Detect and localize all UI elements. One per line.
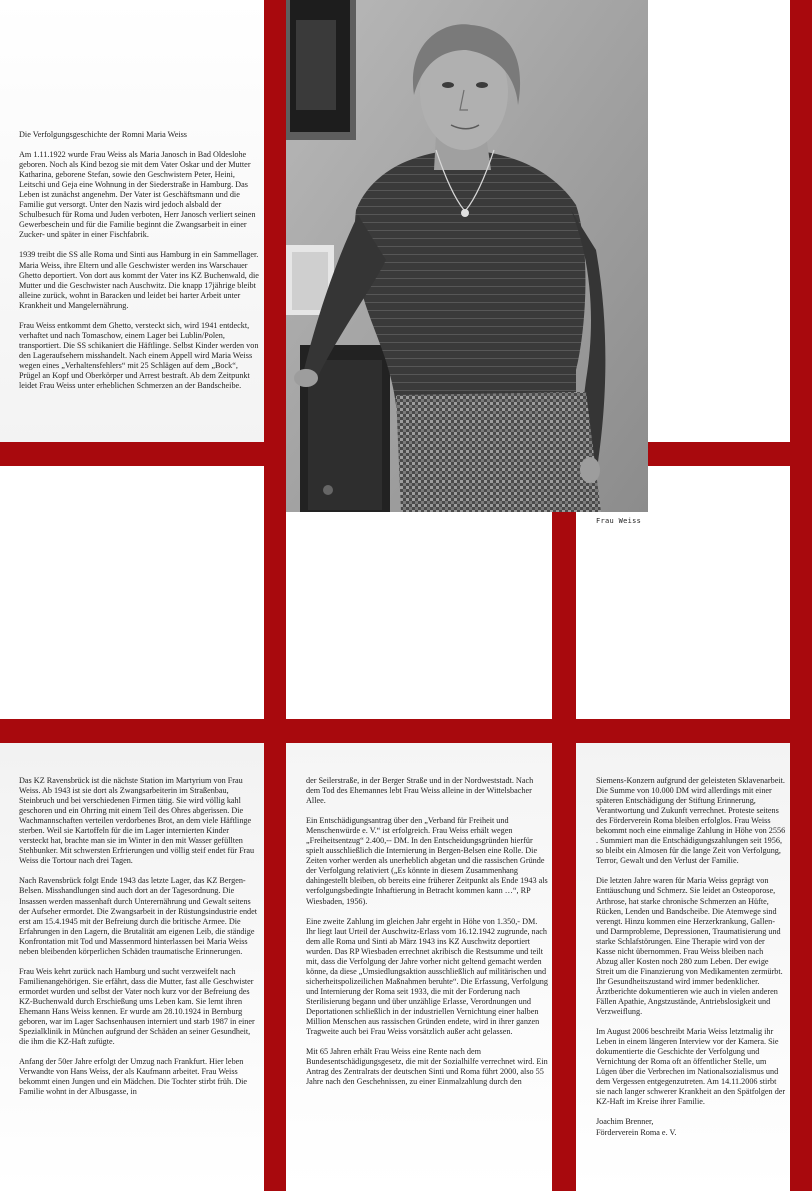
paragraph: Nach Ravensbrück folgt Ende 1943 das letzte Lager, das KZ Bergen-Belsen. Misshandlungen sind auch dort an der Tagesordnung. Die Insassen werden massenhaft durch Unterernährung und Gewalt seitens der Aufseher ermordet. Die Zwangsarbeit in der Rüstungsindustrie endet erst am 15.4.1945 mit der Befreiung durch die britische Armee. Die Erfahrungen in den Lagern, die Brutalität am eigenen Leib, die ständige Konfrontation mit Tod und Massenmord hinterlassen bei Maria Weiss neben bleibenden körperlichen Schäden traumatische Erinnerungen.	[19, 876, 258, 956]
red-bar-vertical-right	[790, 0, 812, 1191]
paragraph: Eine zweite Zahlung im gleichen Jahr ergeht in Höhe von 1.350,- DM. Ihr liegt laut Urteil der Auschwitz-Erlass vom 16.12.1942 zugrunde, nach dem alle Roma und Sinti ab März 1943 ins KZ Auschwitz deportiert wurden. Das RP Wiesbaden errechnet akribisch die Restsumme und teilt mit, dass die Verfolgung der Jahre vorher nicht geltend gemacht werden könne, da diese „Umsiedlungsaktion ausschließlich auf militärischen und sicherheitspolizeilichen Maßnahmen beruhte“. Die Erfassung, Verfolgung und Internierung der Roma seit 1933, die mit der Forderung nach Sterilisierung begann und über unzählige Erlasse, Verordnungen und Deportationen schließlich in der industriellen Vernichtung einer halben Million Menschen aus rassischen Gründen endete, wird in ihrer ganzen Tragweite auch bei Frau Weiss vorsätzlich außer acht gelassen.	[306, 916, 548, 1037]
paragraph: Frau Weiss entkommt dem Ghetto, versteckt sich, wird 1941 entdeckt, verhaftet und nach Tomaschow, einem Lager bei Lublin/Polen, transportiert. Die SS schikaniert die Häftlinge. Selbst Kinder werden von den Lageraufsehern misshandelt. Nach einem Appell wird Maria Weiss wegen eines „Verhaltensfehlers“ mit 25 Schlägen auf dem „Bock“, Prügel an Kopf und Oberkörper und Arrest bestraft. Ab dem Zeitpunkt leidet Frau Weiss unter erheblichen Schmerzen an der Bandscheibe.	[19, 320, 259, 391]
paragraph: Die letzten Jahre waren für Maria Weiss geprägt von Enttäuschung und Schmerz. Sie leidet an Osteoporose, Arthrose, hat starke chronische Schmerzen an Hüfte, Rücken, Lenden und Bandscheibe. Die Atemwege sind verengt. Hinzu kommen eine Herzerkrankung, Gallen- und Darmprobleme, Depressionen, Traumatisierung und starke Schlafstörungen. Eine Therapie wird von der Kasse nicht übernommen. Frau Weiss bleiben nach Abzug aller Kosten noch 280 zum Leben. Der ewige Streit um die Finanzierung von Medikamenten zermürbt. Ihr Gesundheitszustand wird immer bedenklicher. Ärztberichte dokumentieren wie auch in vielen anderen Fällen Apathie, Angstzustände, Antriebslosigkeit und Verzweiflung.	[596, 876, 783, 1017]
photo-caption: Frau Weiss	[596, 517, 642, 525]
paragraph: Frau Weis kehrt zurück nach Hamburg und sucht verzweifelt nach Familienangehörigen. Sie erfährt, dass die Mutter, fast alle Geschwister ermordet wurden und selbst der Vater noch kurz vor der Befreiung des KZ-Buchenwald durch Erschießung ums Leben kam. Sie lernt ihren Ehemann Hans Weiss kennen. Er wurde am 28.10.1924 in Bernburg geboren, war im Lager Sachsenhausen interniert und starb 1987 in einer Spezialklinik in München aufgrund der Schäden an seiner Gesundheit, die ihm die KZ-Haft zufügte.	[19, 966, 255, 1047]
signature	[596, 1117, 786, 1137]
intro-text-column	[19, 130, 259, 391]
signature-organization: Förderverein Roma e. V.	[596, 1127, 677, 1137]
red-bar-horizontal-lower	[0, 719, 812, 743]
paragraph: der Seilerstraße, in der Berger Straße und in der Nordweststadt. Nach dem Tod des Ehemannes lebt Frau Weiss alleine in der Wittelsbacher Allee.	[306, 776, 534, 806]
paragraph: Das KZ Ravensbrück ist die nächste Station im Martyrium von Frau Weiss. Ab 1943 ist sie dort als Zwangsarbeiterin im Straßenbau, Steinbruch und bei verschiedenen Firmen tätig. Sie wird völlig kahl geschoren und ein Ohrring mit einem Teil des Ohres abgerissen. Die Wachmannschaften verteilen verdorbenes Brot, an dem viele Häftlinge sterben. Weil sie Kartoffeln für die im Lager internierten Kinder versteckt hat, brachte man sie im Winter in den mit Wasser gefüllten Stehbunker. Mit schwersten Erfrierungen und völlig steif endet für Frau Weiss die Tortour nach drei Tagen.	[19, 776, 255, 866]
paragraph: 1939 treibt die SS alle Roma und Sinti aus Hamburg in ein Sammellager. Maria Weiss, ihre Eltern und alle Geschwister werden ins Warschauer Ghetto deportiert. Von dort aus kommt der Vater ins KZ Buchenwald, die Mutter und die Geschwister nach Auschwitz. Die knapp 17jährige bleibt alleine zurück, wohnt in Baracken und leidet bei harter Arbeit unter Krankheit und Mangelernährung.	[19, 250, 259, 310]
text-column-1	[19, 776, 259, 1097]
signature-name: Joachim Brenner,	[596, 1117, 654, 1127]
paragraph: Am 1.11.1922 wurde Frau Weiss als Maria Janosch in Bad Oldeslohe geboren. Noch als Kind bezog sie mit dem Vater Oskar und der Mutter Katharina, geborene Stefan, sowie den Geschwistern Peter, Heini, Leitschi und Geja eine Wohnung in der Siederstraße in Hamburg. Das Leben ist zunächst angenehm. Der Vater ist Geschäftsmann und die Familie gut versorgt. Unter den Nazis wird jedoch alsbald der Schulbesuch für Roma und Juden verboten, Herr Janosch verliert seinen Gewerbeschein und für die Familie beginnt die Zwangsarbeit in einer Zucker- und später in einer Fischfabrik.	[19, 150, 256, 240]
paragraph: Siemens-Konzern aufgrund der geleisteten Sklavenarbeit. Die Summe von 10.000 DM wird allerdings mit einer späteren Entschädigung der Stiftung Erinnerung, Verantwortung und Zukunft verrechnet. Proteste seitens des Förderverein Roma bleiben erfolglos. Frau Weiss bekommt noch eine einmalige Zahlung in Höhe von 2556 . Summiert man die Entschädigungszahlungen seit 1956, so bleibt ein Almosen für die lange Zeit von Verfolgung, Terror, Gewalt und den Verlust der Familie.	[596, 776, 786, 866]
text-column-3	[596, 776, 786, 1138]
text-column-2	[306, 776, 548, 1087]
paragraph: Im August 2006 beschreibt Maria Weiss letztmalig ihr Leben in einem längeren Interview vor der Kamera. Sie dokumentierte die Geschichte der Verfolgung und Vernichtung der Roma oft an öffentlicher Stelle, um Lügen über die Verbrechen im Nationalsozialismus und dem Vergessen entgegenzutreten. Am 14.11.2006 stirbt sie nach langer schwerer Krankheit an den Spätfolgen der KZ-Haft im Kreise ihrer Familie.	[596, 1027, 786, 1107]
page-heading: Die Verfolgungsgeschichte der Romni Maria Weiss	[19, 130, 187, 139]
paragraph: Mit 65 Jahren erhält Frau Weiss eine Rente nach dem Bundesentschädigungsgesetz, die mit der Sozialhilfe verrechnet wird. Ein Antrag des Zentralrats der deutschen Sinti und Roma führt 2000, also 55 Jahre nach den Geschehnissen, zu einer Einmalzahlung durch den	[306, 1047, 548, 1087]
paragraph: Anfang der 50er Jahre erfolgt der Umzug nach Frankfurt. Hier leben Verwandte von Hans Weiss, der als Kaufmann arbeitet. Frau Weiss bekommt einen Jungen und ein Mädchen. Die Tochter stirbt früh. Die Familie wohnt in der Albusgasse, in	[19, 1057, 248, 1097]
paragraph: Ein Entschädigungsantrag über den „Verband für Freiheit und Menschenwürde e. V.“ ist erfolgreich. Frau Weiss erhält wegen „Freiheitsentzug“ 2.400,-- DM. In den Entscheidungsgründen hierfür spielt ausschließlich die Internierung in Bergen-Belsen eine Rolle. Die Zeiten vorher werden als unerheblich abgetan und die rassischen Gründe der Verfolgung relativiert („Es könnte in diesem Zusammenhang dahingestellt bleiben, ob bereits eine früherer Zeitpunkt als Ende 1943 als verfolgungsbedingte Inhaftierung in Betracht kommen kann …“, RP Wiesbaden, 1956).	[306, 816, 548, 906]
red-bar-vertical-left	[264, 0, 286, 1191]
portrait-photo	[286, 0, 648, 512]
